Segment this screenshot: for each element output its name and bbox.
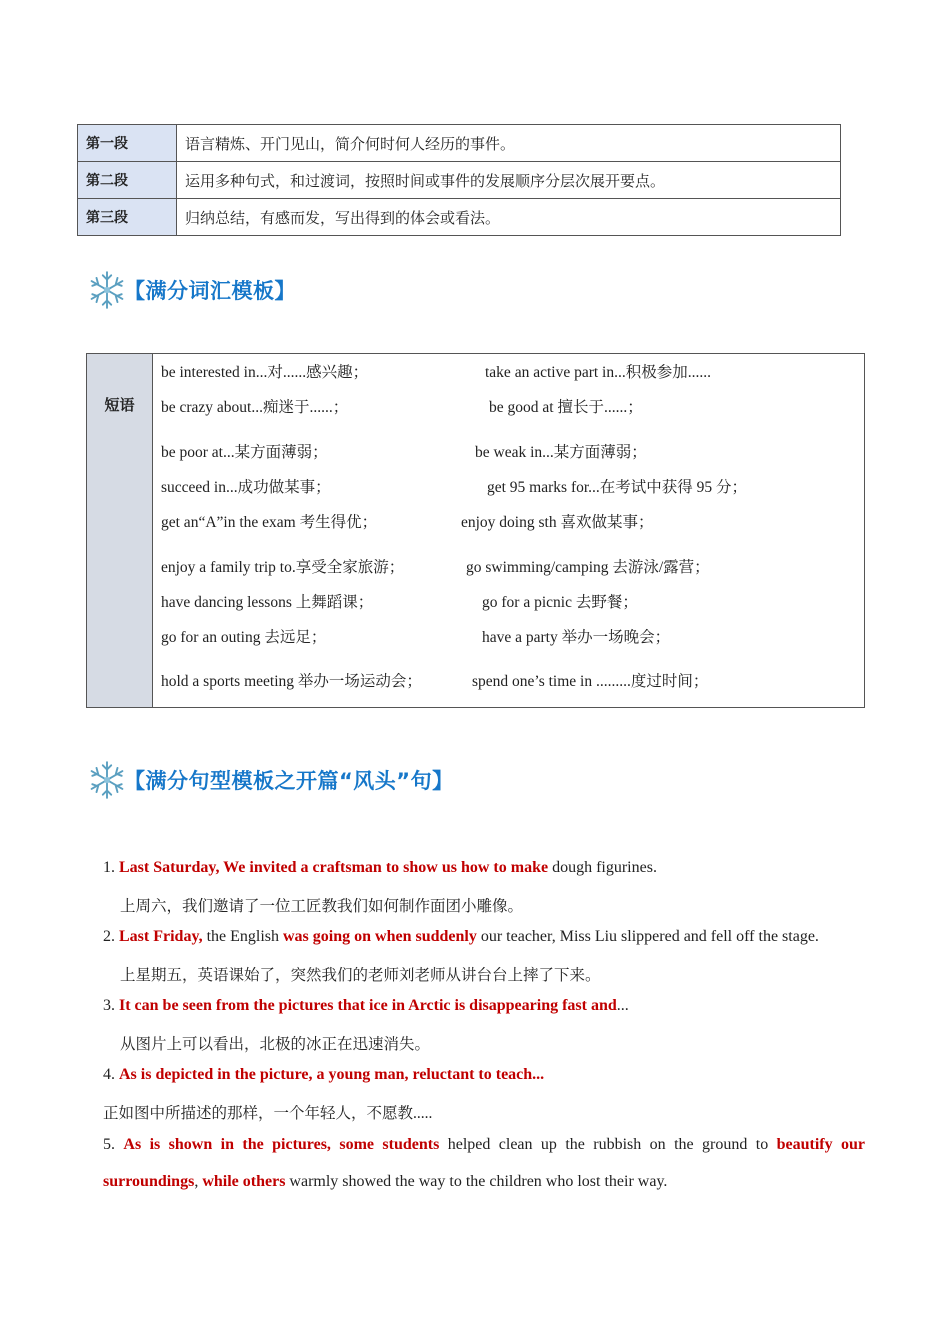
phrase-label: 短语 <box>104 396 135 414</box>
paragraph-label: 第二段 <box>78 162 177 199</box>
sentence-number: 2. <box>103 928 115 945</box>
phrase-right: go for a picnic 去野餐； <box>482 594 638 611</box>
phrase-right: take an active part in...积极参加...... <box>485 364 711 381</box>
vocab-section-title <box>86 266 296 314</box>
snowflake-icon <box>86 759 128 801</box>
phrase-right: go swimming/camping 去游泳/露营； <box>466 559 710 576</box>
sentence-1-translation: 上周六，我们邀请了一位工匠教我们如何制作面团小雕像。 <box>120 898 524 915</box>
phrase-right: enjoy doing sth 喜欢做某事； <box>461 514 654 531</box>
plain-text: helped clean up the rubbish on the ground to <box>439 1136 777 1153</box>
snowflake-icon <box>86 269 128 311</box>
paragraph-structure-table <box>77 124 841 236</box>
paragraph-label: 第一段 <box>78 125 177 162</box>
plain-text: dough figurines. <box>548 859 657 876</box>
plain-text: , <box>194 1173 203 1190</box>
sentence-4-translation: 正如图中所描述的那样，一个年轻人，不愿教..... <box>103 1105 433 1122</box>
vocabulary-label-column <box>87 354 153 707</box>
plain-text: warmly showed the way to the children who lost their way. <box>285 1173 668 1190</box>
sentence-number: 3. <box>103 997 115 1014</box>
sentence-section-title <box>86 756 454 804</box>
sentence-3-translation: 从图片上可以看出，北极的冰正在迅速消失。 <box>120 1036 431 1053</box>
highlight-phrase: Last Friday, <box>119 928 203 945</box>
highlight-phrase: As is depicted in the picture, a young man, reluctant to teach... <box>119 1066 545 1083</box>
sentence-number: 5. <box>103 1136 115 1153</box>
phrase-right: be good at 擅长于......； <box>489 399 643 416</box>
phrase-right: be weak in...某方面薄弱； <box>475 444 647 461</box>
phrase-left: be crazy about...痴迷于......； <box>161 399 349 416</box>
sentence-number: 4. <box>103 1066 115 1083</box>
phrase-right: get 95 marks for...在考试中获得 95 分； <box>487 479 748 496</box>
sentence-2 <box>103 928 819 946</box>
sentence-5-line-2 <box>103 1173 667 1191</box>
sentence-5-line-1 <box>103 1136 865 1154</box>
sentence-4 <box>103 1066 544 1084</box>
phrase-right: have a party 举办一场晚会； <box>482 629 671 646</box>
highlight-phrase: surroundings <box>103 1173 195 1190</box>
phrase-left: go for an outing 去远足； <box>161 629 327 646</box>
sentence-2-translation: 上星期五，英语课始了，突然我们的老师刘老师从讲台台上摔了下来。 <box>120 967 601 984</box>
phrase-left: hold a sports meeting 举办一场运动会； <box>161 673 422 690</box>
phrase-left: get an“A”in the exam 考生得优； <box>161 514 378 531</box>
phrase-left: be poor at...某方面薄弱； <box>161 444 328 461</box>
sentence-1 <box>103 859 657 877</box>
phrase-left: succeed in...成功做某事； <box>161 479 331 496</box>
table-row <box>78 125 841 162</box>
table-row <box>78 199 841 236</box>
phrase-left: have dancing lessons 上舞蹈课； <box>161 594 374 611</box>
paragraph-description: 语言精炼、开门见山，简介何时何人经历的事件。 <box>177 125 841 162</box>
paragraph-description: 运用多种句式，和过渡词，按照时间或事件的发展顺序分层次展开要点。 <box>177 162 841 199</box>
plain-text: our teacher, Miss Liu slippered and fell off the stage. <box>476 928 819 945</box>
paragraph-description: 归纳总结，有感而发，写出得到的体会或看法。 <box>177 199 841 236</box>
table-row <box>78 162 841 199</box>
sentence-number: 1. <box>103 859 115 876</box>
plain-text: ... <box>616 997 629 1014</box>
phrase-left: enjoy a family trip to.享受全家旅游； <box>161 559 405 576</box>
plain-text: the English <box>202 928 283 945</box>
sentence-3 <box>103 997 629 1015</box>
section-heading: 【满分句型模板之开篇“风头”句】 <box>124 769 454 793</box>
phrase-left: be interested in...对......感兴趣； <box>161 364 369 381</box>
highlight-phrase: while others <box>202 1173 286 1190</box>
highlight-phrase: beautify our <box>776 1136 866 1153</box>
highlight-phrase: It can be seen from the pictures that ice in Arctic is disappearing fast and <box>119 997 617 1014</box>
highlight-phrase: As is shown in the pictures, some students <box>123 1136 440 1153</box>
phrase-right: spend one’s time in .........度过时间； <box>472 673 709 690</box>
vocabulary-table <box>86 353 865 708</box>
paragraph-label: 第三段 <box>78 199 177 236</box>
section-heading: 【满分词汇模板】 <box>124 279 296 303</box>
highlight-phrase: Last Saturday, We invited a craftsman to show us how to make <box>119 859 549 876</box>
highlight-phrase: was going on when suddenly <box>283 928 477 945</box>
